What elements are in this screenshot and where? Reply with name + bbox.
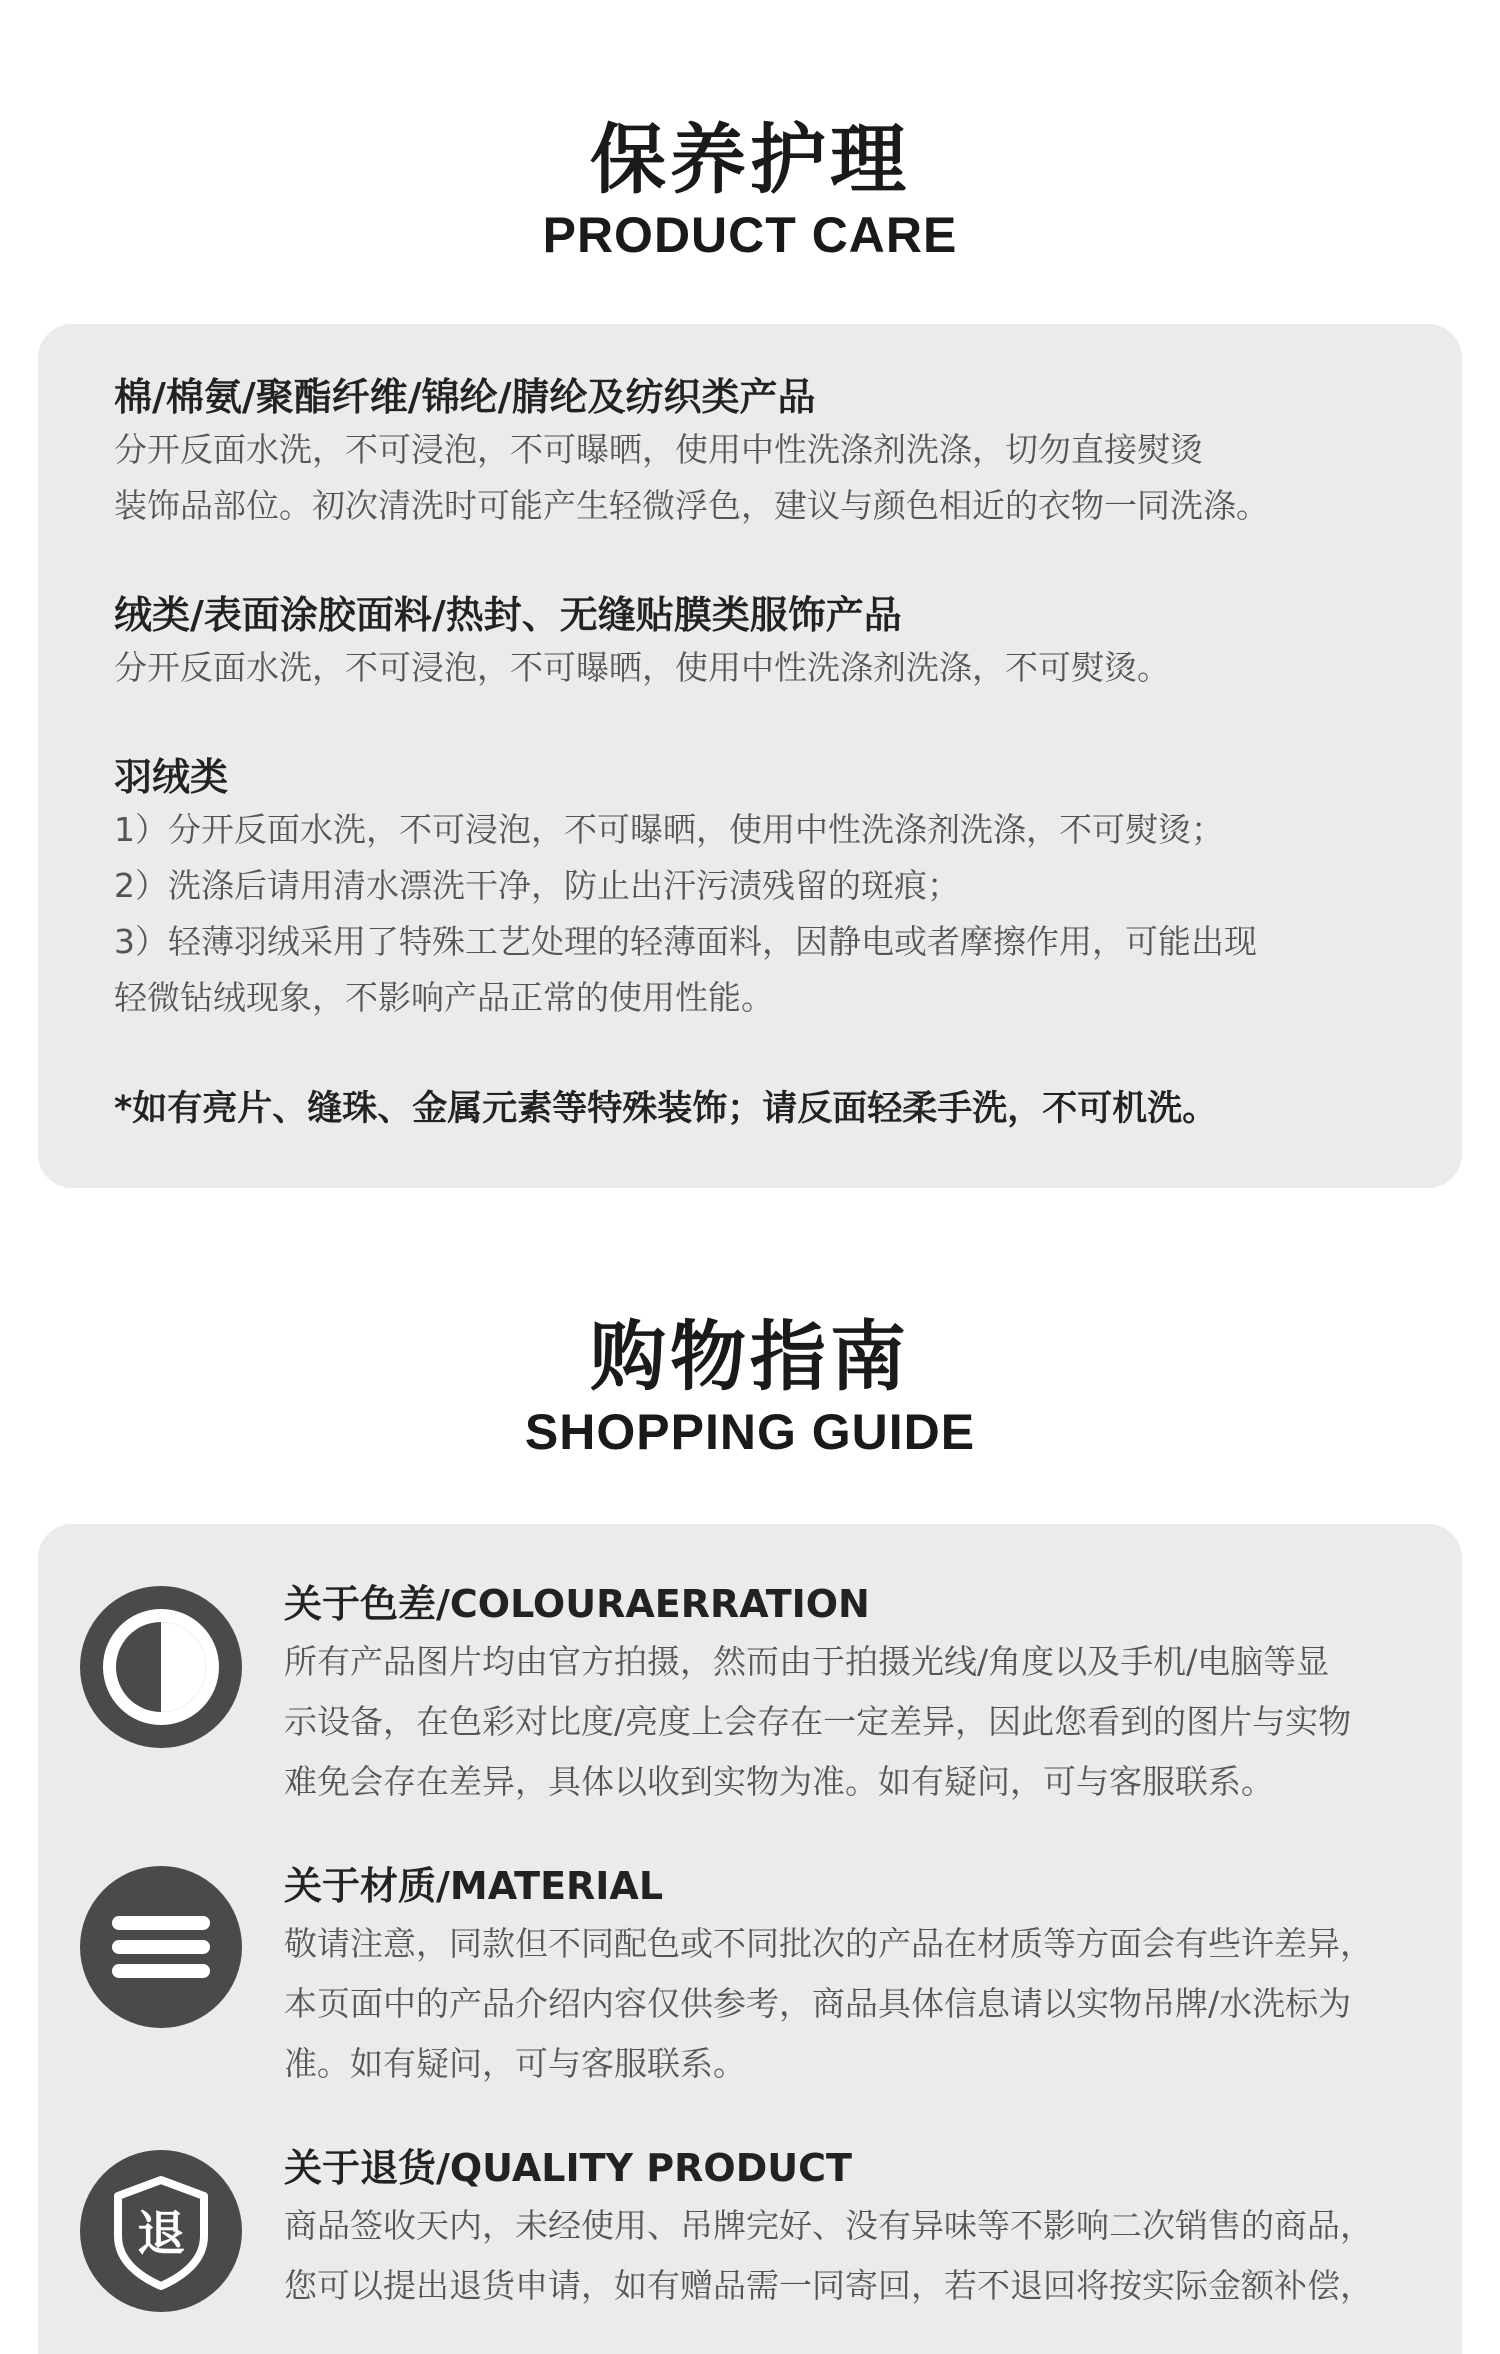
guide-title-block — [0, 1312, 1500, 1462]
care-line: 轻微钻绒现象，不影响产品正常的使用性能。 — [114, 978, 774, 1017]
return-shield-icon — [80, 2150, 242, 2312]
care-item-down — [114, 752, 1414, 1026]
care-line: 1）分开反面水洗，不可浸泡，不可曝晒，使用中性洗涤剂洗涤，不可熨烫； — [114, 810, 1224, 849]
guide-text — [284, 1576, 1424, 1812]
care-heading: 绒类/表面涂胶面料/热封、无缝贴膜类服饰产品 — [114, 593, 902, 637]
care-note: *如有亮片、缝珠、金属元素等特殊装饰；请反面轻柔手洗，不可机洗。 — [114, 1089, 1218, 1129]
guide-line: 难免会存在差异，具体以收到实物为准。如有疑问，可与客服联系。 — [284, 1762, 1274, 1801]
guide-title-cn: 购物指南 — [590, 1312, 910, 1401]
guide-text — [284, 2140, 1424, 2316]
care-line: 2）洗涤后请用清水漂洗干净，防止出汗污渍残留的斑痕； — [114, 866, 960, 905]
guide-line: 敬请注意，同款但不同配色或不同批次的产品在材质等方面会有些许差异， — [284, 1924, 1373, 1963]
care-item-velvet — [114, 590, 1414, 696]
guide-line: 所有产品图片均由官方拍摄，然而由于拍摄光线/角度以及手机/电脑等显 — [284, 1642, 1330, 1681]
guide-heading: 关于材质/MATERIAL — [284, 1864, 664, 1908]
guide-heading: 关于色差/COLOURAERRATION — [284, 1582, 870, 1626]
care-line: 分开反面水洗，不可浸泡，不可曝晒，使用中性洗涤剂洗涤，切勿直接熨烫 — [114, 430, 1203, 469]
care-title-block — [0, 115, 1500, 265]
care-line: 3）轻薄羽绒采用了特殊工艺处理的轻薄面料，因静电或者摩擦作用，可能出现 — [114, 922, 1257, 961]
care-title-cn: 保养护理 — [590, 115, 910, 204]
care-item-cotton — [114, 372, 1414, 534]
guide-line: 您可以提出退货申请，如有赠品需一同寄回，若不退回将按实际金额补偿， — [284, 2266, 1373, 2305]
contrast-icon — [80, 1586, 242, 1748]
return-icon-char: 退 — [136, 2206, 186, 2262]
guide-line: 商品签收天内，未经使用、吊牌完好、没有异味等不影响二次销售的商品， — [284, 2206, 1373, 2245]
care-line: 装饰品部位。初次清洗时可能产生轻微浮色，建议与颜色相近的衣物一同洗涤。 — [114, 486, 1269, 525]
care-heading: 棉/棉氨/聚酯纤维/锦纶/腈纶及纺织类产品 — [114, 375, 816, 419]
care-heading: 羽绒类 — [114, 755, 229, 799]
guide-heading: 关于退货/QUALITY PRODUCT — [284, 2146, 852, 2190]
care-title-en: PRODUCT CARE — [542, 207, 958, 263]
care-line: 分开反面水洗，不可浸泡，不可曝晒，使用中性洗涤剂洗涤，不可熨烫。 — [114, 648, 1170, 687]
guide-line: 准。如有疑问，可与客服联系。 — [284, 2044, 746, 2083]
guide-title-en: SHOPPING GUIDE — [524, 1404, 976, 1460]
guide-line: 示设备，在色彩对比度/亮度上会存在一定差异，因此您看到的图片与实物 — [284, 1702, 1352, 1741]
guide-line: 本页面中的产品介绍内容仅供参考，商品具体信息请以实物吊牌/水洗标为 — [284, 1984, 1352, 2023]
menu-lines-icon — [80, 1866, 242, 2028]
guide-text — [284, 1858, 1424, 2094]
guide-panel — [38, 1524, 1462, 2354]
care-panel — [38, 324, 1462, 1188]
